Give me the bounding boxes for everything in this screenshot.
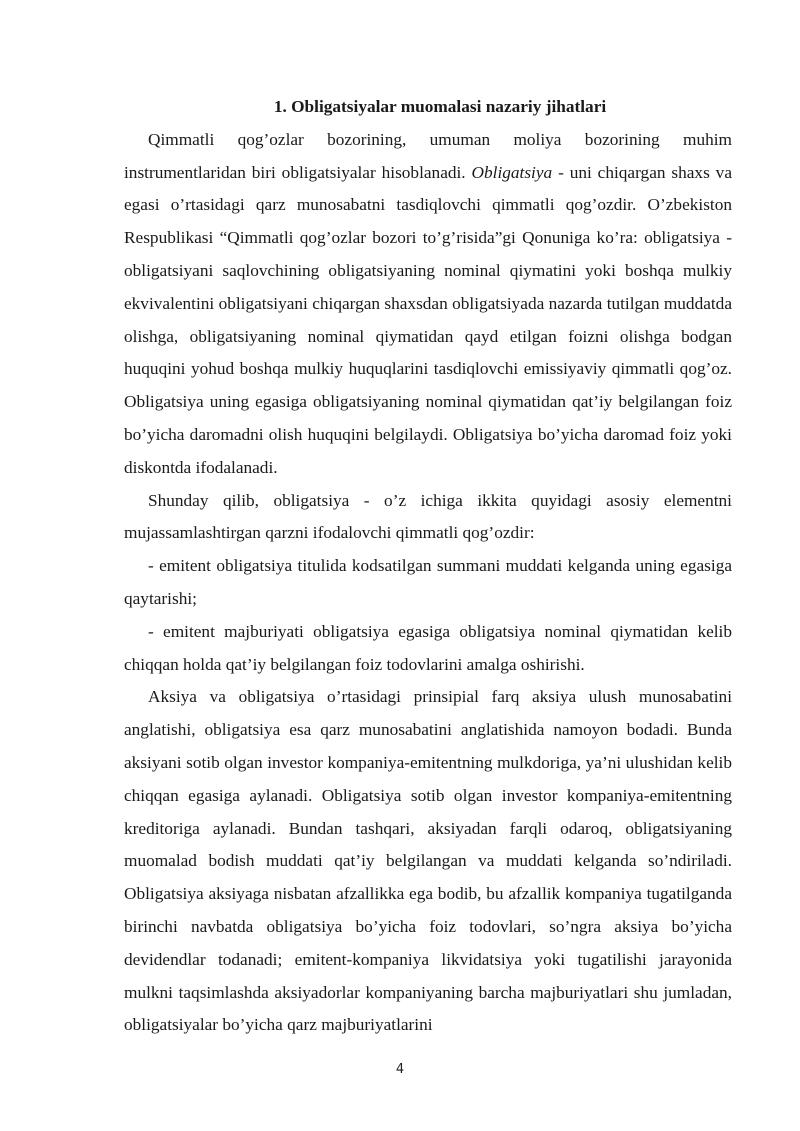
term-obligatsiya: Obligatsiya: [471, 162, 553, 182]
paragraph-1-before: Qimmatli qog’ozlar bozorining, umuman moliya bozorining muhim instrumentlaridan biri obligatsiyalar hisoblanadi.: [124, 129, 732, 182]
list-item-1: - emitent obligatsiya titulida kodsatilgan summani muddati kelganda uning egasiga qaytarishi;: [124, 556, 732, 608]
paragraph-1-after: - uni chiqargan shaxs va egasi o’rtasidagi qarz munosabatni tasdiqlovchi qimmatli qog’ozdir. O’zbekiston Respublikasi “Qimmatli qog’ozlar bozori to’g’risida”gi Qonuniga ko’ra: obligatsiya - obligatsiyani saqlovchining obligatsiyaning nominal qiymatini yoki boshqa mulkiy ekvivalentini obligatsiyani chiqargan shaxsdan obligatsiyada nazarda tutilgan muddatda olishga, obligatsiyaning nominal qiymatidan qayd etilgan foizni olishga bodgan huquqini yohud boshqa mulkiy huquqlarini tasdiqlovchi emissiyaviy qimmatli qog’oz. Obligatsiya uning egasiga obligatsiyaning nominal qiymatidan qat’iy belgilangan foiz bo’yicha daromadni olish huquqini belgilaydi. Obligatsiya bo’yicha daromad foiz yoki diskontda ifodalanadi.: [124, 162, 732, 477]
paragraph-1: [124, 124, 732, 485]
document-body: [124, 91, 732, 1042]
paragraph-3: Aksiya va obligatsiya o’rtasidagi prinsipial farq aksiya ulush munosabatini anglatishi, obligatsiya esa qarz munosabatini anglatishida namoyon bodadi. Bunda aksiyani sotib olgan investor kompaniya-emitentning mulkdoriga, ya’ni ulushidan kelib chiqqan egasiga aylanadi. Obligatsiya sotib olgan investor kompaniya-emitentning kreditoriga aylanadi. Bundan tashqari, aksiyadan farqli odaroq, obligatsiyaning muomalad bodish muddati qat’iy belgilangan va muddati kelganda so’ndiriladi. Obligatsiya aksiyaga nisbatan afzallikka ega bodib, bu afzallik kompaniya tugatilganda birinchi navbatda obligatsiya bo’yicha foiz todovlari, so’ngra aksiya bo’yicha devidendlar todanadi; emitent-kompaniya likvidatsiya yoki tugatilishi jarayonida mulkni taqsimlashda aksiyadorlar kompaniyaning barcha majburiyatlari shu jumladan, obligatsiyalar bo’yicha qarz majburiyatlarini: [124, 687, 732, 1035]
section-title: 1. Obligatsiyalar muomalasi nazariy jihatlari: [273, 97, 607, 116]
paragraph-2: Shunday qilib, obligatsiya - o’z ichiga ikkita quyidagi asosiy elementni mujassamlashtirgan qarzni ifodalovchi qimmatli qog’ozdir:: [124, 490, 732, 543]
list-item-2: - emitent majburiyati obligatsiya egasiga obligatsiya nominal qiymatidan kelib chiqqan holda qat’iy belgilangan foiz todovlarini amalga oshirishi.: [124, 621, 732, 674]
page-number: 4: [395, 1062, 405, 1077]
